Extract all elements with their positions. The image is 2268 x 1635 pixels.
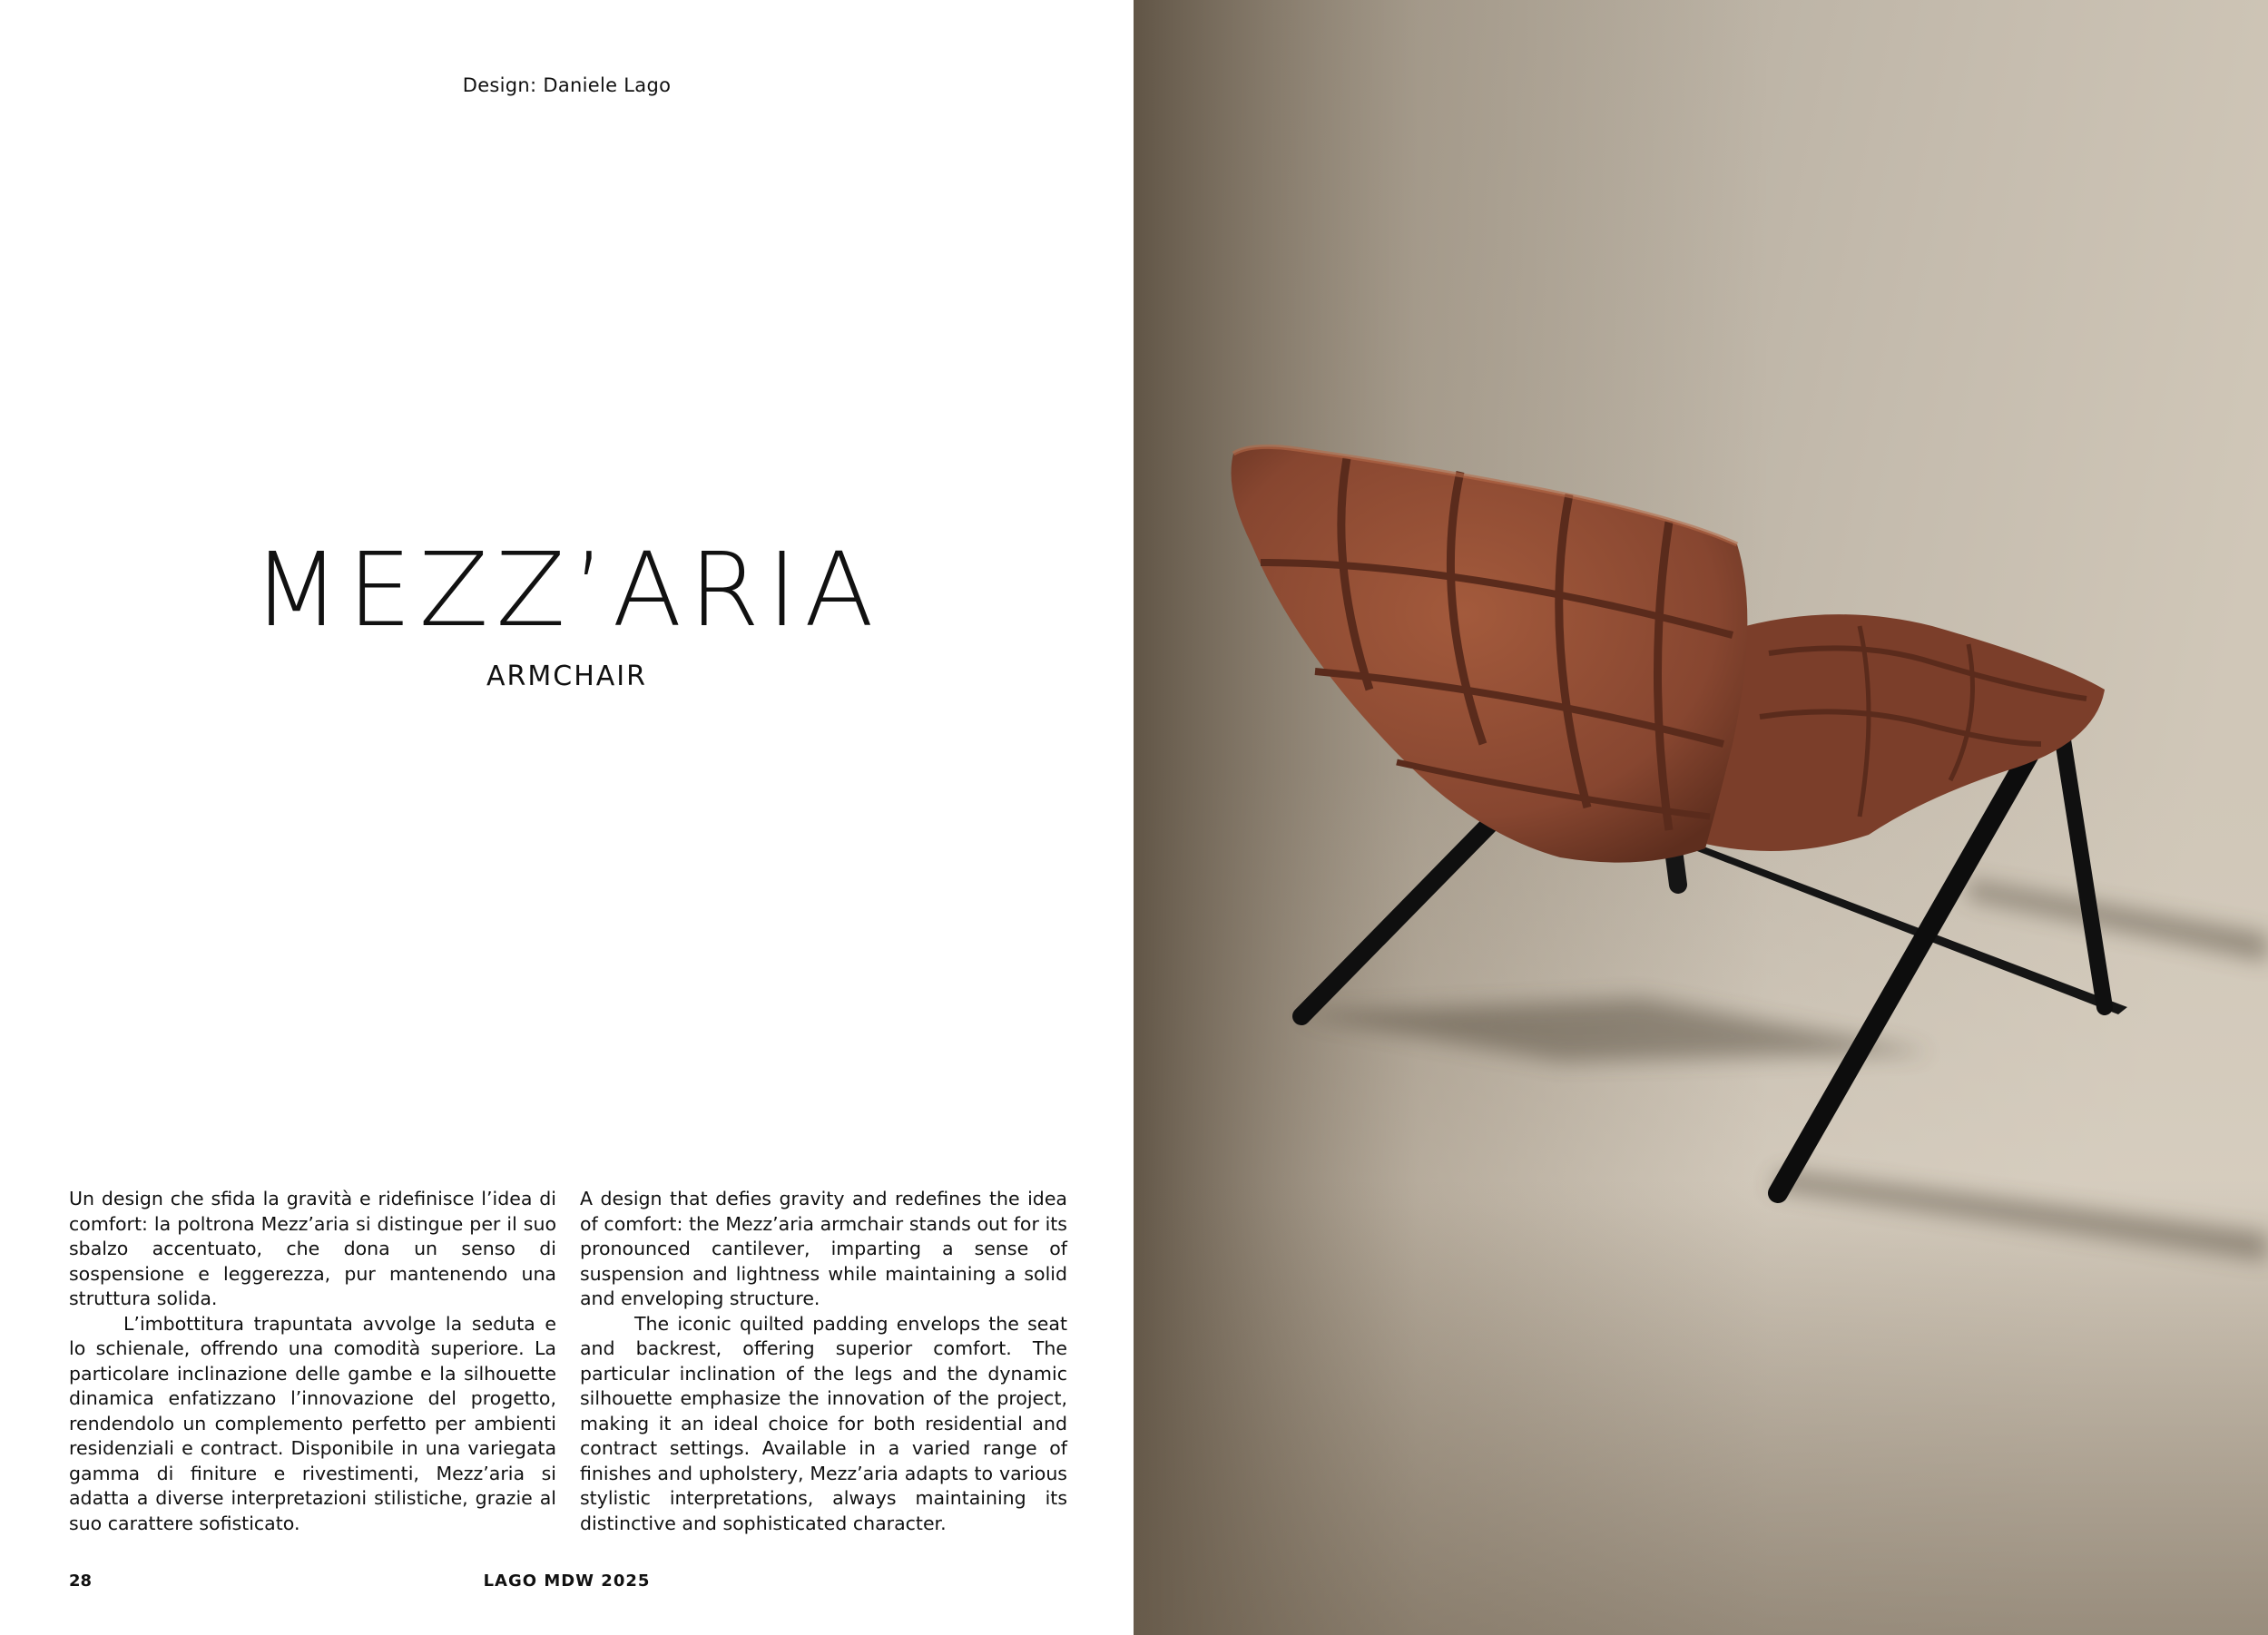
english-paragraph: A design that defies gravity and redefines the idea of comfort: the Mezz’aria armchair stands out for its pronounced cantilever, imparting a sense of suspension and lightness while maintaining a solid and enveloping structure. [580, 1188, 1067, 1309]
publication-footer: LAGO MDW 2025 [483, 1571, 651, 1591]
design-credit: Design: Daniele Lago [462, 74, 672, 96]
armchair-photo [1134, 0, 2268, 1635]
italian-paragraph: Un design che sfida la gravità e ridefinisce l’idea di comfort: la poltrona Mezz’aria si distingue per il suo sbalzo accentuato, che dona un senso di sospensione e leggerezza, pur mantenendo una struttura solida. [69, 1188, 556, 1309]
product-photo-page [1134, 0, 2268, 1635]
product-title: MEZZ’ARIA [252, 532, 881, 650]
page-number: 28 [69, 1571, 93, 1591]
english-paragraph: The iconic quilted padding envelops the seat and backrest, offering superior comfort. The particular inclination of the legs and the dynamic silhouette emphasize the innovation of the project, making it an ideal choice for both residential and contract settings. Available in a varied range of finishes and upholstery, Mezz’aria adapts to various stylistic interpretations, always maintaining its distinctive and sophisticated character. [580, 1312, 1067, 1534]
product-subtitle: ARMCHAIR [486, 661, 647, 692]
italian-paragraph: L’imbottitura trapuntata avvolge la seduta e lo schienale, offrendo una comodità superiore. La particolare inclinazione delle gambe e la silhouette dinamica enfatizzano l’innovazione del progetto, rendendolo un complemento perfetto per ambienti residenziali e contract. Disponibile in una variegata gamma di finiture e rivestimenti, Mezz’aria si adatta a diverse interpretazioni stilistiche, grazie al suo carattere sofisticato. [69, 1312, 556, 1534]
italian-text-column [69, 1187, 556, 1536]
english-text-column [580, 1187, 1067, 1536]
